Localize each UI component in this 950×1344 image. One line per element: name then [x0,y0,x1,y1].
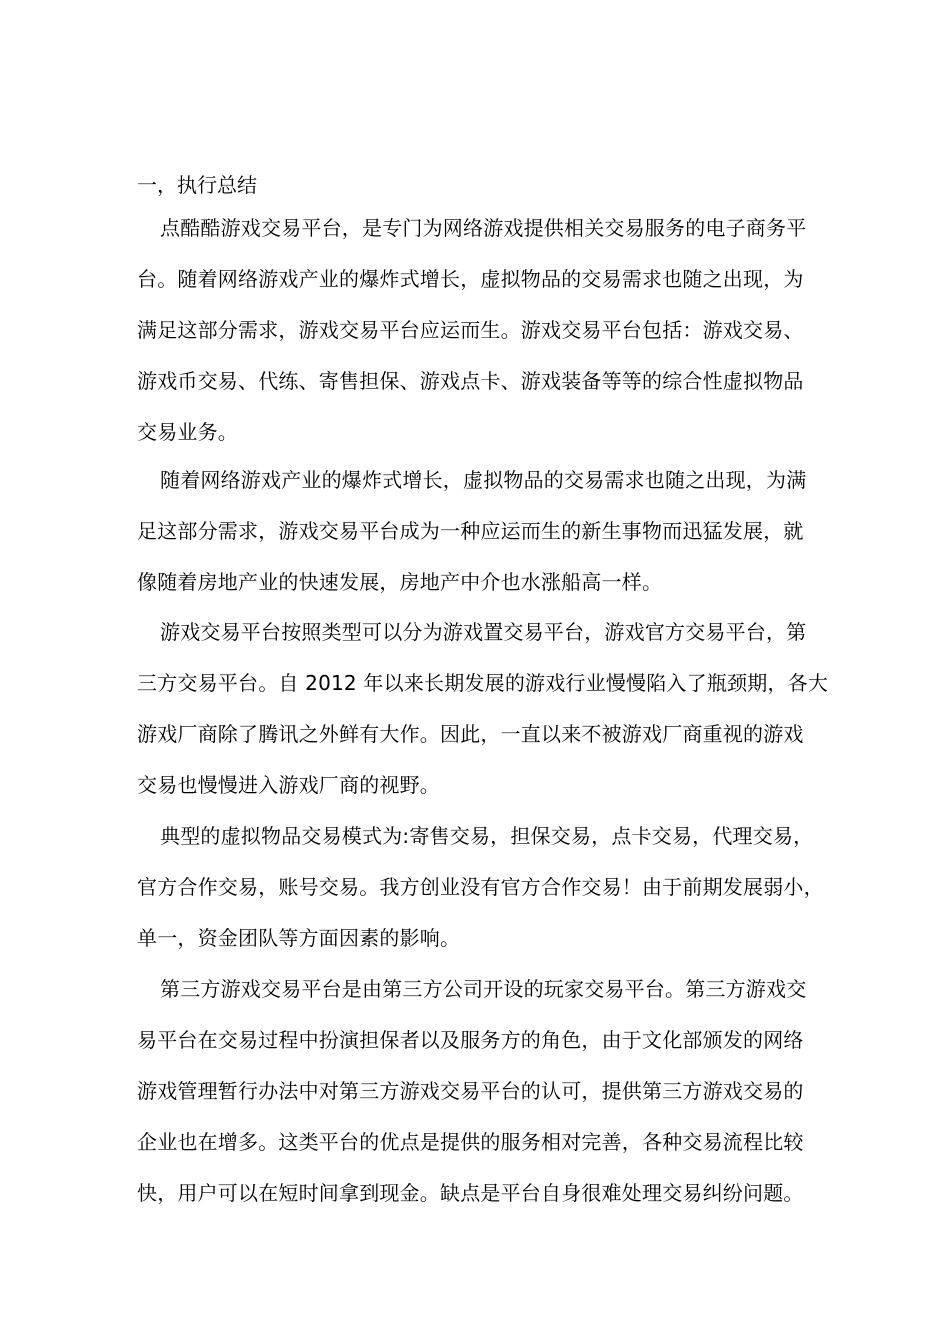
paragraph-line: 游戏币交易、代练、寄售担保、游戏点卡、游戏装备等等的综合性虚拟物品 [137,369,804,393]
paragraph-line: 易平台在交易过程中扮演担保者以及服务方的角色，由于文化部颁发的网络 [137,1028,804,1052]
paragraph-line: 台。随着网络游戏产业的爆炸式增长，虚拟物品的交易需求也随之出现，为 [137,267,804,291]
paragraph-line: 典型的虚拟物品交易模式为:寄售交易，担保交易，点卡交易，代理交易， [160,824,814,848]
paragraph-line: 快，用户可以在短时间拿到现金。缺点是平台自身很难处理交易纠纷问题。 [137,1181,804,1205]
section-heading: 一，执行总结 [137,173,257,197]
paragraph-platform-types [137,607,827,811]
paragraph-line: 点酷酷游戏交易平台，是专门为网络游戏提供相关交易服务的电子商务平 [160,216,807,240]
paragraph-line: 交易也慢慢进入游戏厂商的视野。 [137,773,440,797]
paragraph-line: 企业也在增多。这类平台的优点是提供的服务相对完善，各种交易流程比较 [137,1130,804,1154]
paragraph-trade-modes [137,811,827,964]
paragraph-third-party [137,964,827,1219]
paragraph-line: 官方合作交易，账号交易。我方创业没有官方合作交易！由于前期发展弱小， [137,875,824,899]
paragraph-intro [137,203,827,458]
paragraph-growth [137,455,827,608]
paragraph-line: 第三方游戏交易平台是由第三方公司开设的玩家交易平台。第三方游戏交 [160,977,807,1001]
paragraph-line: 游戏厂商除了腾讯之外鲜有大作。因此，一直以来不被游戏厂商重视的游戏 [137,722,804,746]
paragraph-line: 像随着房地产业的快速发展，房地产中介也水涨船高一样。 [137,570,663,594]
paragraph-line: 随着网络游戏产业的爆炸式增长，虚拟物品的交易需求也随之出现，为满 [160,468,807,492]
paragraph-line: 交易业务。 [137,420,238,444]
paragraph-line: 足这部分需求，游戏交易平台成为一种应运而生的新生事物而迅猛发展，就 [137,519,804,543]
paragraph-line: 满足这部分需求，游戏交易平台应运而生。游戏交易平台包括：游戏交易、 [137,318,804,342]
paragraph-line: 游戏管理暂行办法中对第三方游戏交易平台的认可，提供第三方游戏交易的 [137,1079,804,1103]
paragraph-line: 单一，资金团队等方面因素的影响。 [137,926,461,950]
paragraph-line: 游戏交易平台按照类型可以分为游戏置交易平台，游戏官方交易平台，第 [160,620,807,644]
paragraph-line: 三方交易平台。自 2012 年以来长期发展的游戏行业慢慢陷入了瓶颈期，各大 [137,671,829,695]
